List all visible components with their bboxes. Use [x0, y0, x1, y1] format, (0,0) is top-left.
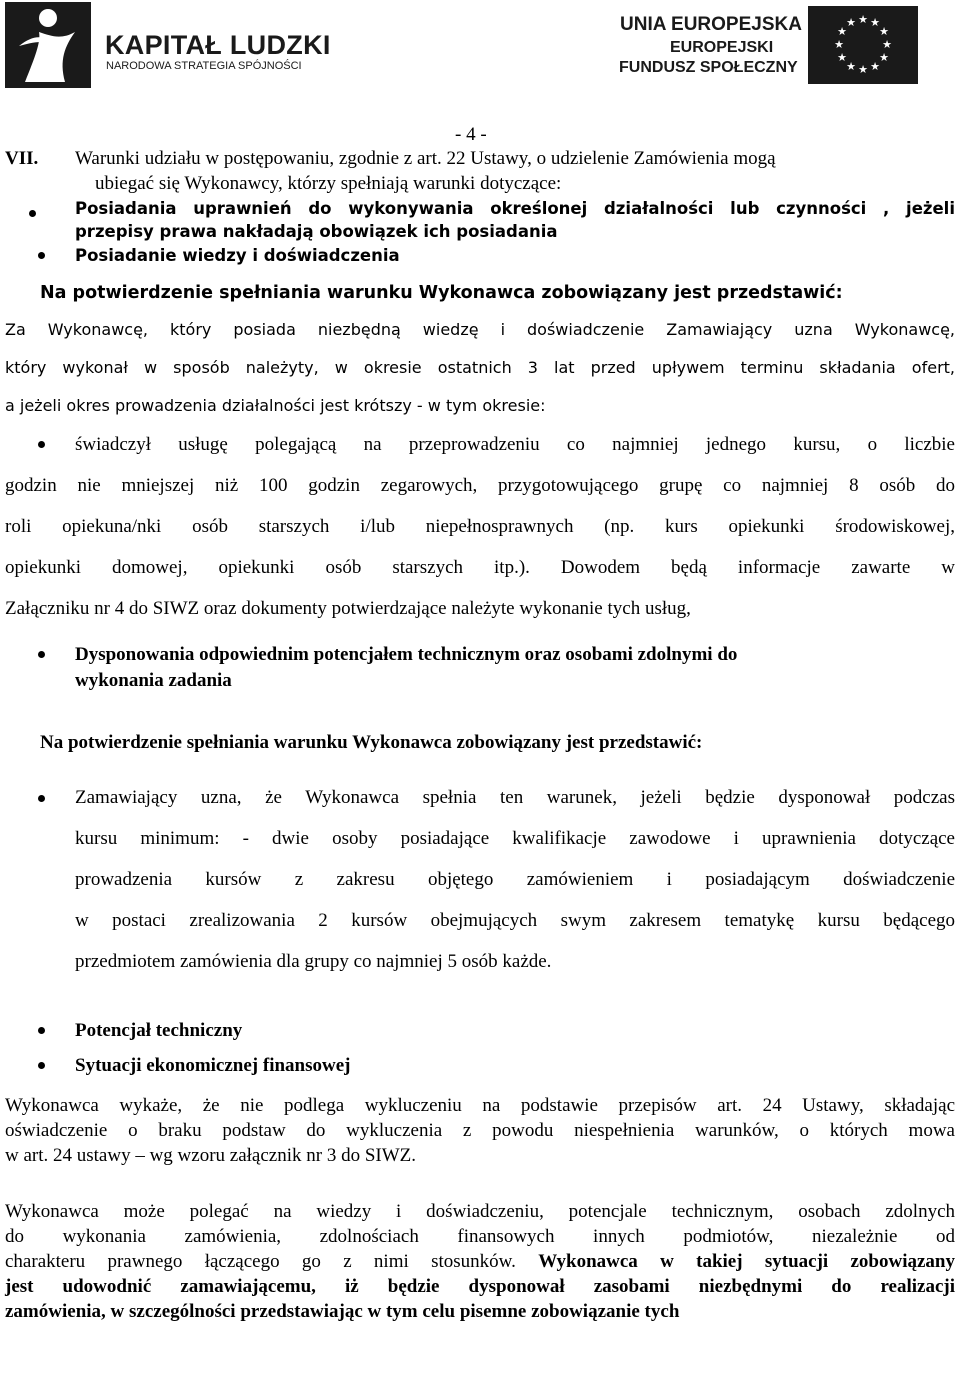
- knowledge-line-2: który wykonał w sposób należyty, w okresie ostatnich 3 lat przed upływem terminu składania ofert,: [5, 358, 955, 377]
- staff-line-1: Zamawiający uzna, że Wykonawca spełnia ten warunek, jeżeli będzie dysponował podczas: [75, 787, 955, 808]
- service-line-1: świadczył usługę polegającą na przeprowadzeniu co najmniej jednego kursu, o liczbie: [75, 434, 955, 455]
- eu-logo-line1: UNIA EUROPEJSKA: [620, 14, 802, 35]
- reliance-line-4: jest udowodnić zamawiającemu, iż będzie dysponował zasobami niezbędnymi do realizacji: [5, 1276, 955, 1297]
- reliance-line-1: Wykonawca może polegać na wiedzy i doświadczeniu, potencjale technicznym, osobach zdolnych: [5, 1201, 955, 1222]
- svg-text:★: ★: [870, 60, 880, 73]
- kapital-ludzki-title: KAPITAŁ LUDZKI: [105, 30, 331, 60]
- condition-1-line-1: Posiadania uprawnień do wykonywania określonej działalności lub czynności , jeżeli: [75, 199, 955, 218]
- svg-text:★: ★: [846, 60, 856, 73]
- staff-line-3: prowadzenia kursów z zakresu objętego zamówieniem i posiadającym doświadczenie: [75, 869, 955, 890]
- bullet-icon: [38, 651, 45, 658]
- kapital-ludzki-logo: [5, 2, 331, 88]
- exclusion-line-1: Wykonawca wykaże, że nie podlega wykluczeniu na podstawie przepisów art. 24 Ustawy, składając: [5, 1095, 955, 1116]
- intro-line-1: Warunki udziału w postępowaniu, zgodnie z art. 22 Ustawy, o udzielenie Zamówienia mogą: [75, 148, 776, 169]
- condition-3-line-2: wykonania zadania: [75, 670, 232, 691]
- svg-text:★: ★: [879, 51, 889, 64]
- condition-3-line-1: Dysponowania odpowiednim potencjałem technicznym oraz osobami zdolnymi do: [75, 644, 738, 665]
- exclusion-line-2: oświadczenie o braku podstaw do wykluczenia z powodu niespełnienia warunków, o których mowa: [5, 1120, 955, 1141]
- bullet-icon: [38, 795, 45, 802]
- bullet-icon: [38, 1027, 45, 1034]
- service-line-5: Załączniku nr 4 do SIWZ oraz dokumenty potwierdzające należyte wykonanie tych usług,: [5, 598, 691, 619]
- proof-heading-2: Na potwierdzenie spełniania warunku Wykonawca zobowiązany jest przedstawić:: [40, 732, 703, 753]
- knowledge-line-1: Za Wykonawcę, który posiada niezbędną wiedzę i doświadczenie Zamawiający uzna Wykonawcę,: [5, 320, 955, 339]
- eu-logo-line3: FUNDUSZ SPOŁECZNY: [619, 59, 798, 76]
- kapital-ludzki-emblem-icon: [5, 2, 101, 88]
- svg-text:★: ★: [870, 16, 880, 29]
- section-number: VII.: [5, 148, 39, 169]
- reliance-line-2: do wykonania zamówienia, zdolnościach finansowych innych podmiotów, niezależnie od: [5, 1226, 955, 1247]
- staff-line-2: kursu minimum: - dwie osoby posiadające kwalifikacje zawodowe i uprawnienia dotyczące: [75, 828, 955, 849]
- reliance-line-5: zamówienia, w szczególności przedstawiając w tym celu pisemne zobowiązanie tych: [5, 1301, 680, 1322]
- bullet-icon: [38, 1062, 45, 1069]
- eu-flag-icon: [808, 6, 918, 84]
- intro-line-2: ubiegać się Wykonawcy, którzy spełniają warunki dotyczące:: [95, 173, 562, 194]
- service-line-4: opiekunki domowej, opiekunki osób starszych itp.). Dowodem będą informacje zawarte w: [5, 557, 955, 578]
- bullet-icon: [29, 210, 36, 217]
- svg-text:★: ★: [837, 25, 847, 38]
- bullet-icon: [38, 252, 45, 259]
- reliance-line-3: [5, 1251, 955, 1274]
- service-line-2: godzin nie mniejszej niż 100 godzin zegarowych, przygotowującego grupę co najmniej 8 osób do: [5, 475, 955, 496]
- reliance-line-3-normal: charakteru prawnego łączącego go z nimi stosunków.: [5, 1251, 539, 1272]
- condition-2: Posiadanie wiedzy i doświadczenia: [75, 246, 400, 265]
- bullet-icon: [38, 441, 45, 448]
- staff-line-4: w postaci zrealizowania 2 kursów obejmujących swym zakresem tematykę kursu będącego: [75, 910, 955, 931]
- svg-text:★: ★: [882, 38, 892, 51]
- condition-4: Potencjał techniczny: [75, 1020, 243, 1041]
- page-number: - 4 -: [455, 124, 487, 145]
- svg-text:★: ★: [858, 63, 868, 76]
- svg-text:★: ★: [879, 25, 889, 38]
- svg-text:★: ★: [834, 38, 844, 51]
- eu-logo: [600, 6, 920, 86]
- staff-line-5: przedmiotem zamówienia dla grupy co najmniej 5 osób każde.: [75, 951, 552, 972]
- exclusion-line-3: w art. 24 ustawy – wg wzoru załącznik nr 3 do SIWZ.: [5, 1145, 417, 1166]
- svg-text:★: ★: [846, 16, 856, 29]
- svg-text:★: ★: [837, 51, 847, 64]
- condition-1-line-2: przepisy prawa nakładają obowiązek ich posiadania: [75, 222, 558, 241]
- kapital-ludzki-subtitle: NARODOWA STRATEGIA SPÓJNOŚCI: [106, 60, 302, 72]
- reliance-line-3-bold: Wykonawca w takiej sytuacji zobowiązany: [538, 1251, 956, 1272]
- knowledge-line-3: a jeżeli okres prowadzenia działalności jest krótszy - w tym okresie:: [5, 396, 546, 415]
- eu-logo-line2: EUROPEJSKI: [670, 39, 774, 56]
- svg-text:★: ★: [858, 13, 868, 26]
- service-line-3: roli opiekuna/nki osób starszych i/lub niepełnosprawnych (np. kurs opiekunki środowiskowej,: [5, 516, 955, 537]
- proof-heading-1: Na potwierdzenie spełniania warunku Wykonawca zobowiązany jest przedstawić:: [40, 283, 843, 303]
- condition-5: Sytuacji ekonomicznej finansowej: [75, 1055, 351, 1076]
